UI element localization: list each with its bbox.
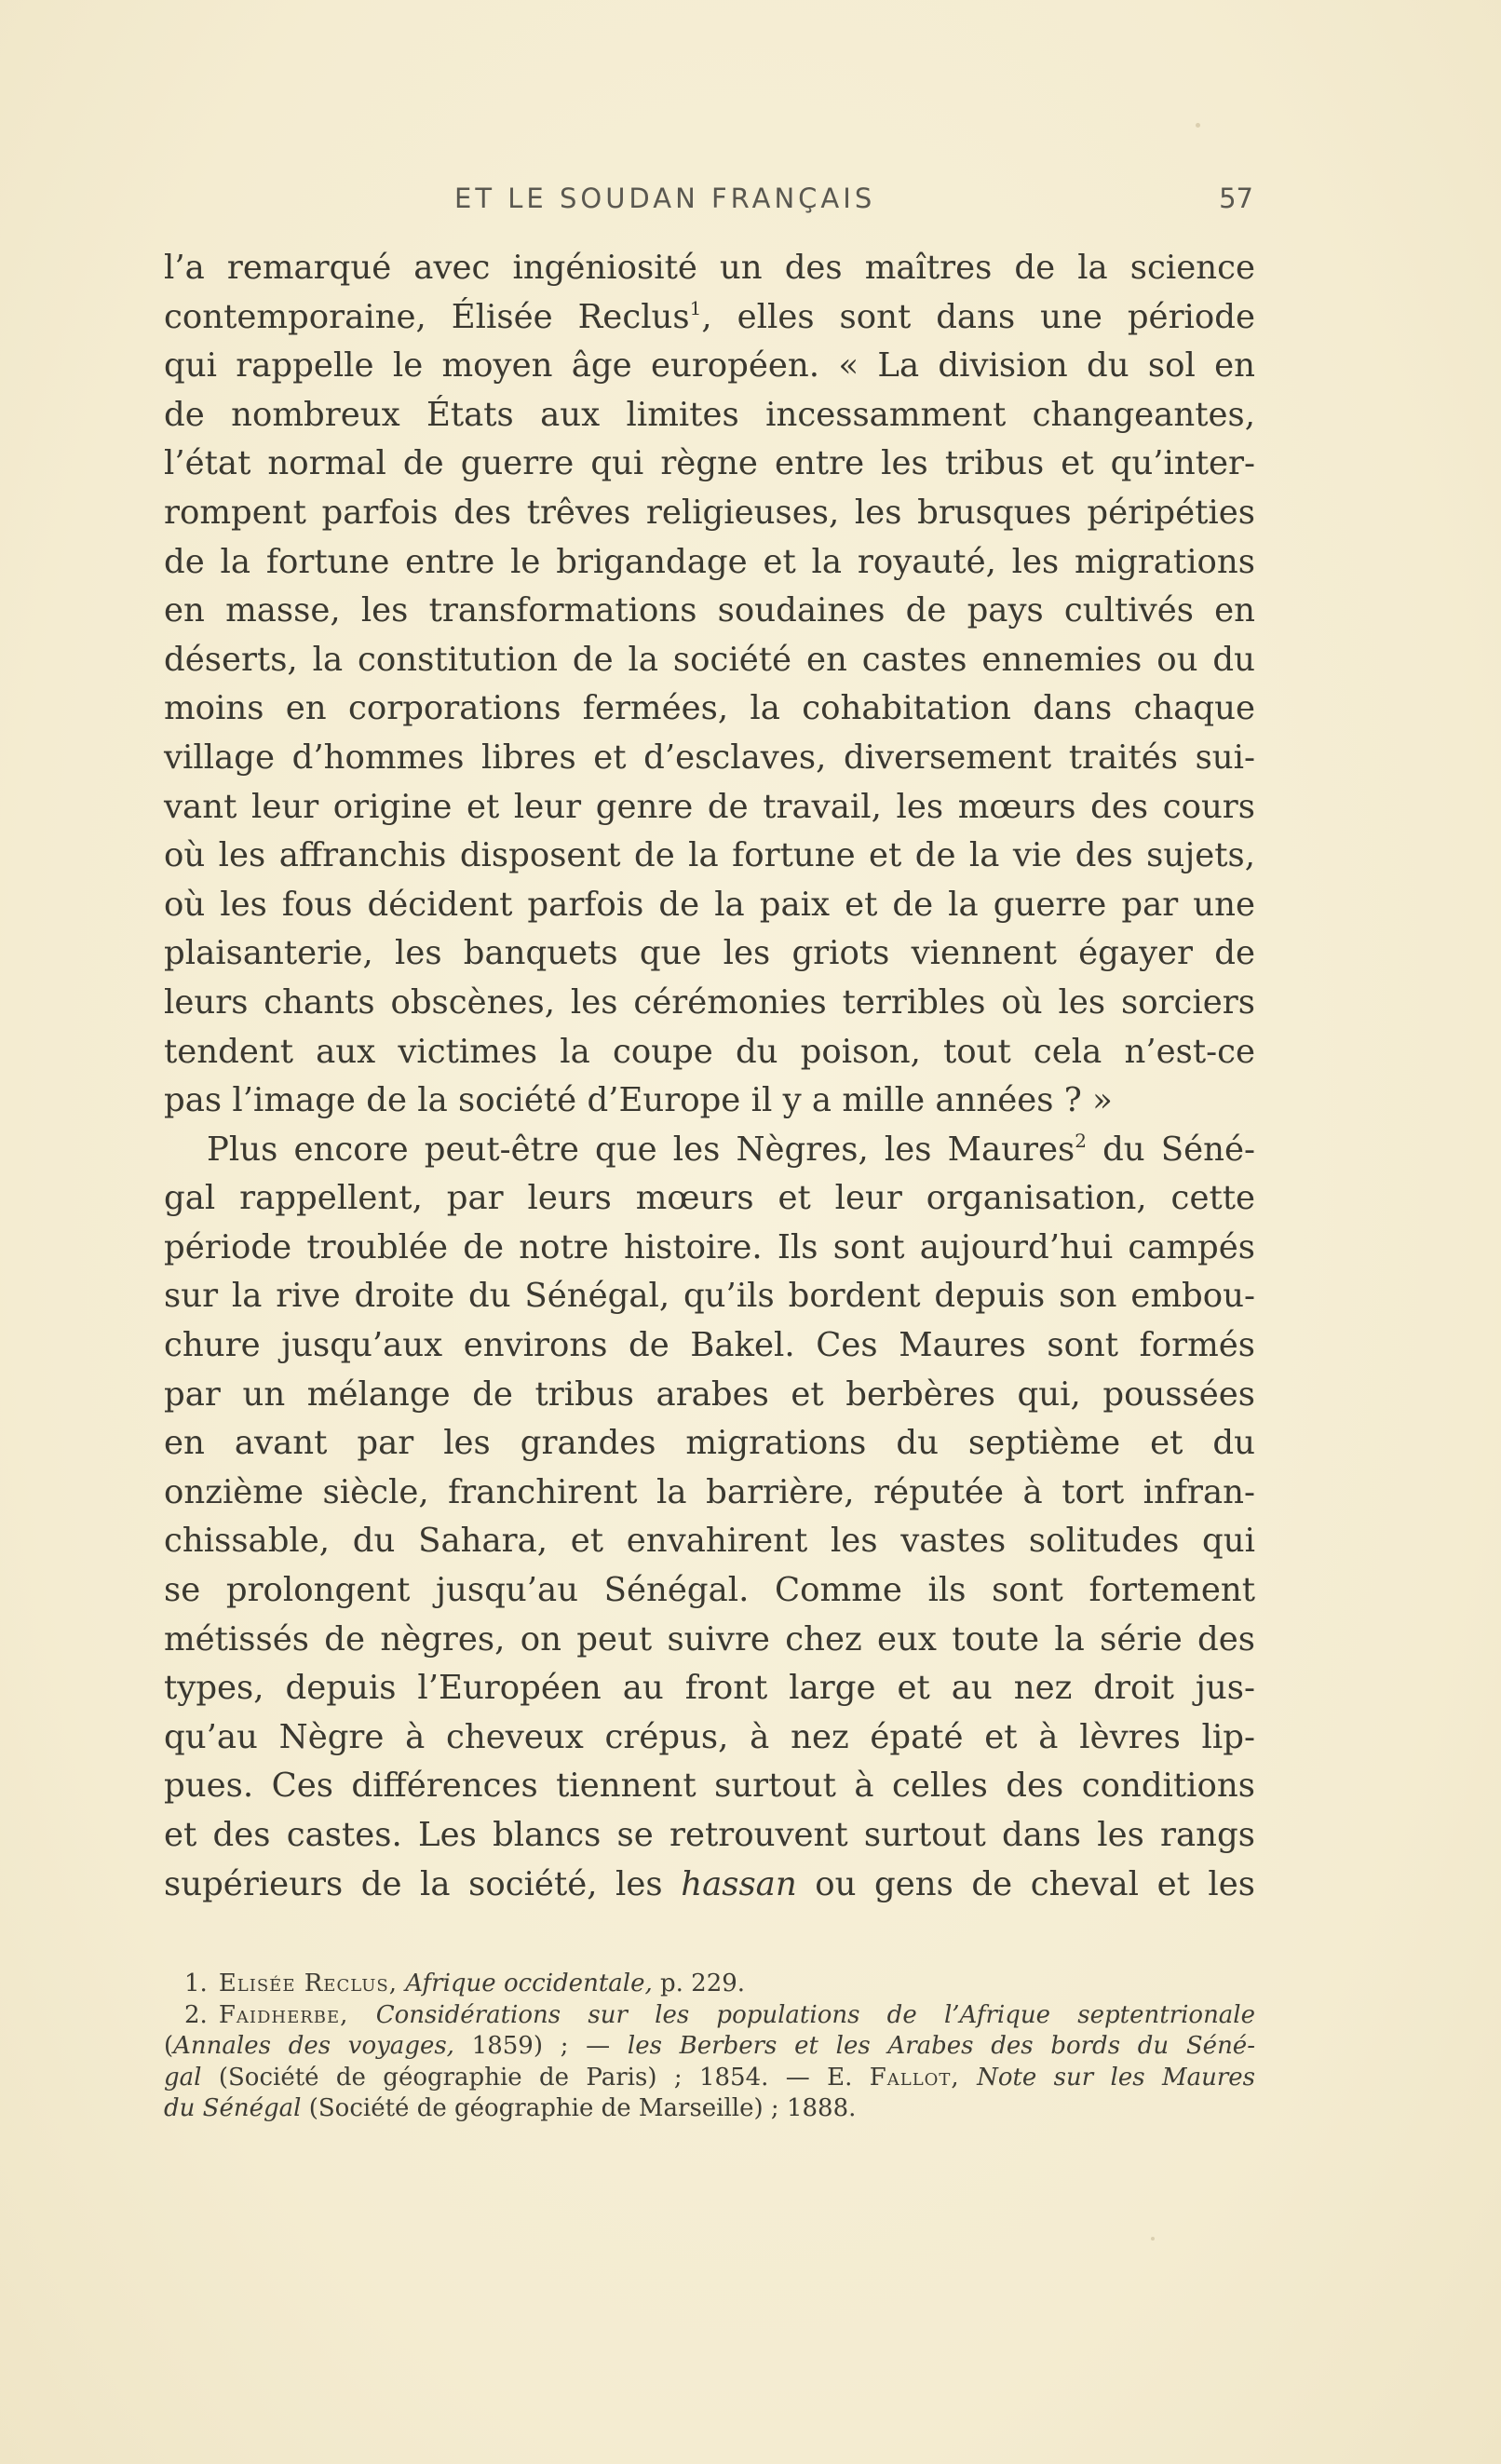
text-line: types, depuis l’Européen au front large et au nez droit jus- xyxy=(164,1669,1255,1708)
text-line: moins en corporations fermées, la cohabitation dans chaque xyxy=(164,689,1255,728)
text-line: se prolongent jusqu’au Sénégal. Comme ils sont fortement xyxy=(164,1571,1255,1610)
text-line: où les affranchis disposent de la fortune et de la vie des sujets, xyxy=(164,836,1255,875)
text-line: période troublée de notre histoire. Ils sont aujourd’hui campés xyxy=(164,1227,1255,1266)
page-header xyxy=(164,183,1253,229)
text-line: l’a remarqué avec ingéniosité un des maîtres de la science xyxy=(164,249,1255,287)
footnote-author: Faidherbe, xyxy=(218,2000,349,2029)
text-line: pues. Ces différences tiennent surtout à celles des conditions xyxy=(164,1767,1255,1806)
footnotes xyxy=(164,1969,1255,2125)
italic-term: hassan xyxy=(681,1864,797,1903)
footnote-2-line-2 xyxy=(164,2031,1255,2063)
text-line: où les fous décident parfois de la paix et de la guerre par une xyxy=(164,885,1255,924)
footnote-title: Considérations sur les populations de l’Afrique septentrionale xyxy=(375,2000,1256,2029)
running-head: ET LE SOUDAN FRANÇAIS xyxy=(454,183,876,214)
text-line: par un mélange de tribus arabes et berbères qui, poussées xyxy=(164,1374,1255,1414)
text-line: chissable, du Sahara, et envahirent les vastes solitudes qui xyxy=(164,1522,1255,1561)
footnote-title: gal xyxy=(164,2063,202,2092)
text-line: gal rappellent, par leurs mœurs et leur organisation, cette xyxy=(164,1179,1255,1218)
footnote-number: 2. xyxy=(184,2000,208,2029)
text-line: en masse, les transformations soudaines de pays cultivés en xyxy=(164,591,1255,630)
footnote-title: du Sénégal xyxy=(164,2094,302,2122)
text-line: l’état normal de guerre qui règne entre les tribus et qu’inter- xyxy=(164,444,1255,483)
footnote-number: 1. xyxy=(184,1970,208,1997)
footnote-title: les Berbers et les Arabes des bords du Séné- xyxy=(627,2032,1255,2060)
text-segment: , elles sont dans une période xyxy=(701,297,1255,336)
text-line: en avant par les grandes migrations du septième et du xyxy=(164,1424,1255,1463)
text-line: qu’au Nègre à cheveux crépus, à nez épaté et à lèvres lip- xyxy=(164,1717,1255,1756)
text-line: métissés de nègres, on peut suivre chez eux toute la série des xyxy=(164,1619,1255,1658)
text-segment: du Séné- xyxy=(1086,1130,1256,1169)
text-line: de nombreux États aux limites incessamment changeantes, xyxy=(164,395,1255,434)
footnote-title: Afrique occidentale, xyxy=(405,1970,653,1997)
footnote-text: 1859) ; — xyxy=(453,2032,628,2060)
text-line: leurs chants obscènes, les cérémonies terribles où les sorciers xyxy=(164,982,1255,1022)
text-segment: ou gens de cheval et les xyxy=(796,1864,1255,1903)
text-line: de la fortune entre le brigandage et la royauté, les migrations xyxy=(164,542,1255,581)
footnote-author: Elisée Reclus, xyxy=(218,1970,398,1997)
text-line: pas l’image de la société d’Europe il y a mille années ? » xyxy=(164,1081,1113,1120)
text-line: vant leur origine et leur genre de travail, les mœurs des cours xyxy=(164,787,1255,826)
ink-speck xyxy=(1151,2237,1155,2241)
footnote-title: Annales des voyages, xyxy=(173,2032,454,2060)
text-line: déserts, la constitution de la société en castes ennemies ou du xyxy=(164,640,1255,679)
text-segment: supérieurs de la société, les xyxy=(164,1864,663,1903)
text-line xyxy=(164,293,1255,343)
text-line: qui rappelle le moyen âge européen. « La division du sol en xyxy=(164,346,1255,386)
text-line: plaisanterie, les banquets que les griots viennent égayer de xyxy=(164,934,1255,973)
text-line: et des castes. Les blancs se retrouvent surtout dans les rangs xyxy=(164,1816,1255,1854)
text-line xyxy=(164,1126,1255,1175)
text-segment: Plus encore peut-être que les Nègres, les Maures xyxy=(207,1130,1075,1169)
text-line: tendent aux victimes la coupe du poison, tout cela n’est-ce xyxy=(164,1032,1255,1071)
ink-speck xyxy=(1196,123,1200,128)
footnote-ref: 2 xyxy=(1075,1129,1087,1152)
footnote-text: p. 229. xyxy=(652,1970,746,1997)
text-line: onzième siècle, franchirent la barrière, réputée à tort infran- xyxy=(164,1472,1255,1511)
text-line xyxy=(164,1861,1255,1910)
footnote-text: (Société de géographie de Paris) ; 1854. — E. xyxy=(201,2063,870,2092)
footnote-ref: 1 xyxy=(689,296,702,319)
footnote-text: ( xyxy=(164,2032,174,2060)
footnote-2-line-3 xyxy=(164,2063,1255,2094)
text-segment: contemporaine, Élisée Reclus xyxy=(164,297,690,336)
footnote-1 xyxy=(164,1969,1255,2000)
footnote-text: (Société de géographie de Marseille) ; 1888. xyxy=(301,2094,857,2122)
text-line: chure jusqu’aux environs de Bakel. Ces Maures sont formés xyxy=(164,1326,1255,1365)
text-line: sur la rive droite du Sénégal, qu’ils bordent depuis son embou- xyxy=(164,1277,1255,1316)
footnote-title: Note sur les Maures xyxy=(959,2063,1255,2092)
page-number: 57 xyxy=(1219,183,1253,214)
text-line: rompent parfois des trêves religieuses, les brusques péripéties xyxy=(164,493,1255,532)
text-line: village d’hommes libres et d’esclaves, diversement traités sui- xyxy=(164,738,1255,777)
footnote-author: Fallot, xyxy=(869,2063,960,2092)
body-text xyxy=(164,244,1255,1909)
footnote-2-line-4 xyxy=(164,2093,1255,2125)
footnote-2-line-1 xyxy=(164,2000,1255,2032)
